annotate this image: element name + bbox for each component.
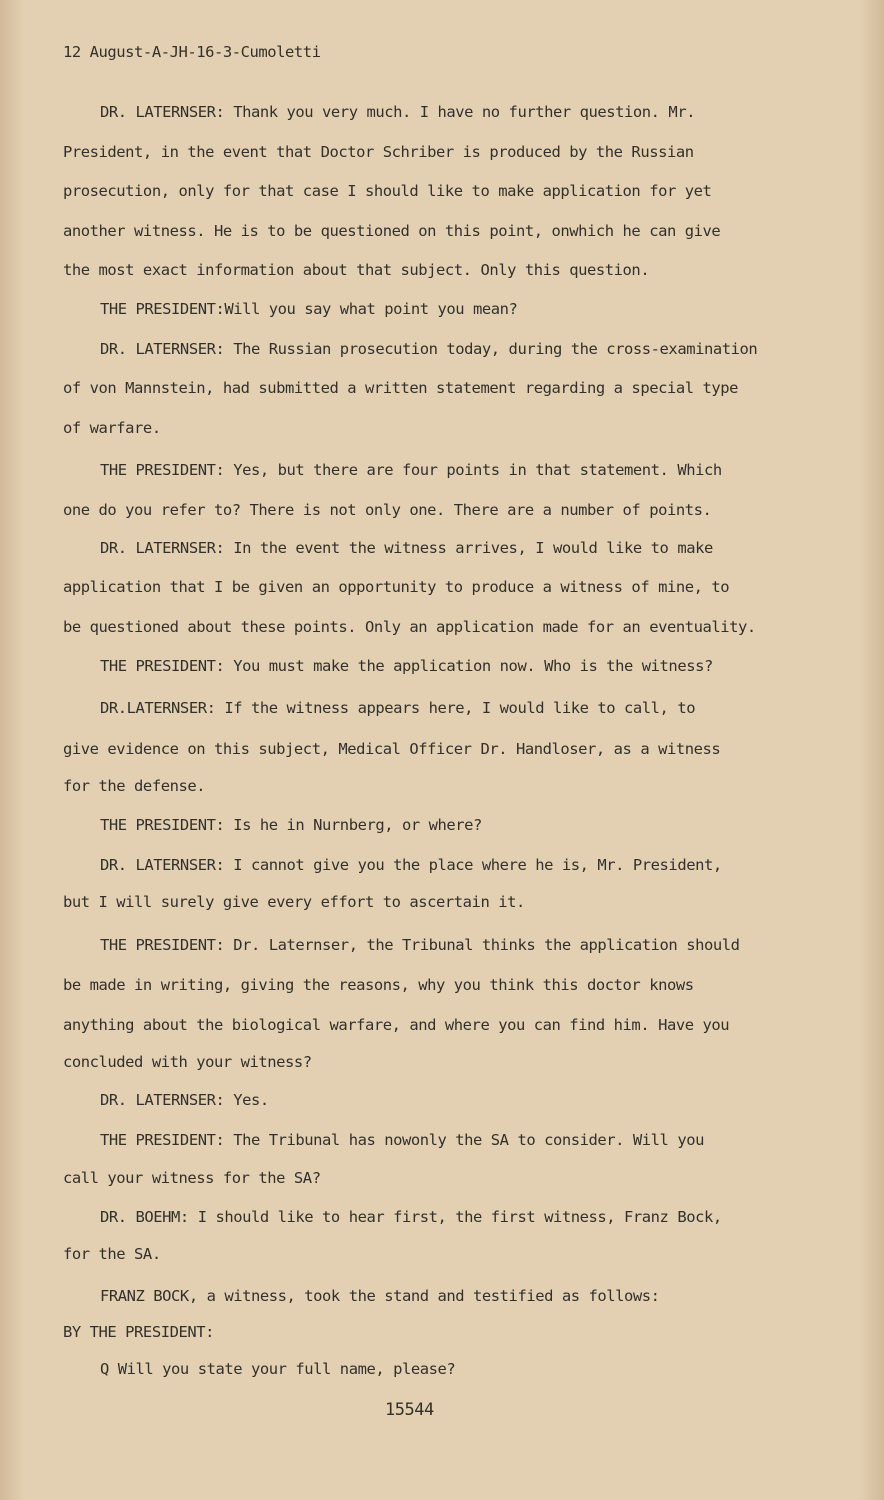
- document-header: 12 August-A-JH-16-3-Cumoletti: [63, 43, 321, 61]
- transcript-line: of warfare.: [63, 419, 161, 437]
- transcript-line: THE PRESIDENT: You must make the application now. Who is the witness?: [100, 657, 713, 675]
- transcript-line: DR. LATERNSER: Thank you very much. I have no further question. Mr.: [100, 103, 696, 121]
- transcript-line: DR. LATERNSER: In the event the witness arrives, I would like to make: [100, 539, 713, 557]
- transcript-line: DR. LATERNSER: I cannot give you the place where he is, Mr. President,: [100, 856, 722, 874]
- transcript-line: FRANZ BOCK, a witness, took the stand and testified as follows:: [100, 1287, 660, 1305]
- transcript-line: one do you refer to? There is not only one. There are a number of points.: [63, 501, 712, 519]
- transcript-line: President, in the event that Doctor Schriber is produced by the Russian: [63, 143, 694, 161]
- transcript-line: of von Mannstein, had submitted a written statement regarding a special type: [63, 379, 739, 397]
- transcript-line: for the SA.: [63, 1245, 161, 1263]
- transcript-line: call your witness for the SA?: [63, 1169, 321, 1187]
- transcript-line: THE PRESIDENT:Will you say what point you mean?: [100, 300, 518, 318]
- transcript-line: prosecution, only for that case I should like to make application for yet: [63, 182, 712, 200]
- transcript-line: DR. LATERNSER: The Russian prosecution today, during the cross-examination: [100, 340, 758, 358]
- right-page-edge: [860, 0, 884, 1500]
- transcript-line: DR. BOEHM: I should like to hear first, the first witness, Franz Bock,: [100, 1208, 722, 1226]
- transcript-line: application that I be given an opportunity to produce a witness of mine, to: [63, 578, 730, 596]
- transcript-line: THE PRESIDENT: Dr. Laternser, the Tribunal thinks the application should: [100, 936, 740, 954]
- transcript-line: anything about the biological warfare, and where you can find him. Have you: [63, 1016, 730, 1034]
- transcript-line: Q Will you state your full name, please?: [100, 1360, 456, 1378]
- transcript-line: DR. LATERNSER: Yes.: [100, 1091, 269, 1109]
- transcript-line: DR.LATERNSER: If the witness appears here, I would like to call, to: [100, 699, 696, 717]
- transcript-line: for the defense.: [63, 777, 206, 795]
- transcript-line: be questioned about these points. Only an application made for an eventuality.: [63, 618, 756, 636]
- transcript-line: give evidence on this subject, Medical Officer Dr. Handloser, as a witness: [63, 740, 721, 758]
- transcript-line: another witness. He is to be questioned on this point, onwhich he can give: [63, 222, 721, 240]
- transcript-line: THE PRESIDENT: The Tribunal has nowonly the SA to consider. Will you: [100, 1131, 704, 1149]
- transcript-line: THE PRESIDENT: Yes, but there are four points in that statement. Which: [100, 461, 722, 479]
- transcript-line: concluded with your witness?: [63, 1053, 312, 1071]
- transcript-line: BY THE PRESIDENT:: [63, 1323, 214, 1341]
- transcript-line: the most exact information about that subject. Only this question.: [63, 261, 650, 279]
- transcript-line: THE PRESIDENT: Is he in Nurnberg, or where?: [100, 816, 482, 834]
- left-page-edge: [0, 0, 24, 1500]
- transcript-line: be made in writing, giving the reasons, why you think this doctor knows: [63, 976, 694, 994]
- page-number: 15544: [385, 1400, 434, 1420]
- transcript-line: but I will surely give every effort to ascertain it.: [63, 893, 525, 911]
